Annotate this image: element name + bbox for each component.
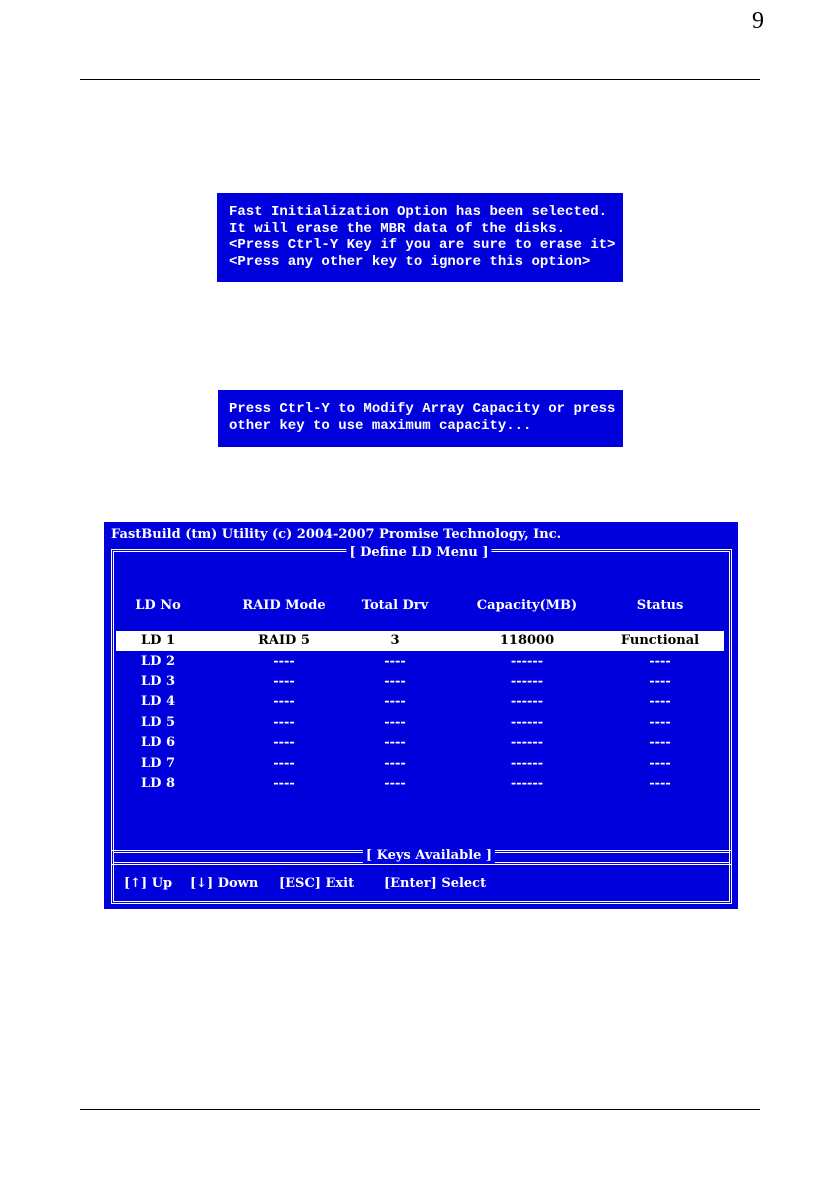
ld-number: LD 2 (141, 654, 175, 669)
status: Functional (620, 633, 700, 648)
status: ---- (649, 735, 671, 750)
capacity: 118000 (499, 633, 555, 648)
status: ---- (649, 694, 671, 709)
capacity: ------ (510, 756, 544, 771)
capacity: ------ (510, 654, 544, 669)
dialog-line: <Press Ctrl-Y Key if you are sure to erase it> (229, 237, 616, 253)
column-header-ld-no: LD No (135, 598, 181, 613)
raid-mode: ---- (273, 715, 295, 730)
raid-mode: ---- (273, 776, 295, 791)
total-drives: ---- (384, 756, 406, 771)
ld-row[interactable] (116, 692, 724, 712)
key-enter-select[interactable]: [Enter] Select (384, 876, 487, 891)
capacity-dialog (218, 390, 650, 447)
status: ---- (649, 654, 671, 669)
ld-row-selected[interactable] (116, 631, 724, 651)
ld-number: LD 8 (141, 776, 175, 791)
fastbuild-utility-screen (104, 522, 738, 909)
column-header-capacity: Capacity(MB) (476, 598, 578, 613)
dialog-line: <Press any other key to ignore this option> (229, 253, 591, 270)
define-ld-menu-title: [ Define LD Menu ] (346, 545, 491, 560)
dialog-line: Press Ctrl-Y to Modify Array Capacity or press any (229, 401, 650, 417)
raid-mode: ---- (273, 654, 295, 669)
total-drives: 3 (390, 633, 400, 648)
ld-row[interactable] (116, 713, 724, 733)
page-number: 9 (752, 8, 764, 34)
total-drives: ---- (384, 776, 406, 791)
keys-available-title: [ Keys Available ] (363, 848, 495, 863)
total-drives: ---- (384, 715, 406, 730)
capacity: ------ (510, 694, 544, 709)
capacity: ------ (510, 776, 544, 791)
total-drives: ---- (384, 654, 406, 669)
ld-number: LD 6 (141, 735, 175, 750)
raid-mode: ---- (273, 694, 295, 709)
key-esc-exit[interactable]: [ESC] Exit (279, 876, 355, 891)
fast-init-dialog (217, 193, 623, 282)
raid-mode: ---- (273, 756, 295, 771)
dialog-line: It will erase the MBR data of the disks. (229, 220, 566, 237)
column-header-total-drv: Total Drv (361, 598, 429, 613)
raid-mode: RAID 5 (258, 633, 310, 648)
ld-number: LD 1 (141, 633, 175, 648)
ld-row[interactable] (116, 733, 724, 753)
status: ---- (649, 715, 671, 730)
capacity: ------ (510, 674, 544, 689)
key-down[interactable]: [↓] Down (190, 876, 259, 891)
ld-number: LD 4 (141, 694, 175, 709)
ld-number: LD 7 (141, 756, 175, 771)
status: ---- (649, 674, 671, 689)
status: ---- (649, 776, 671, 791)
total-drives: ---- (384, 735, 406, 750)
ld-number: LD 3 (141, 674, 175, 689)
column-header-status: Status (636, 598, 684, 613)
status: ---- (649, 756, 671, 771)
ld-row[interactable] (116, 774, 724, 794)
ld-row[interactable] (116, 652, 724, 672)
capacity: ------ (510, 715, 544, 730)
header-rule (80, 79, 760, 80)
ld-row[interactable] (116, 754, 724, 774)
raid-mode: ---- (273, 674, 295, 689)
column-header-raid-mode: RAID Mode (242, 598, 326, 613)
dialog-line: other key to use maximum capacity... (229, 417, 532, 434)
total-drives: ---- (384, 674, 406, 689)
raid-mode: ---- (273, 735, 295, 750)
key-up[interactable]: [↑] Up (124, 876, 173, 891)
ld-number: LD 5 (141, 715, 175, 730)
capacity: ------ (510, 735, 544, 750)
ld-row[interactable] (116, 672, 724, 692)
total-drives: ---- (384, 694, 406, 709)
dialog-line: Fast Initialization Option has been selected. (229, 204, 608, 220)
utility-title: FastBuild (tm) Utility (c) 2004-2007 Promise Technology, Inc. (111, 527, 562, 542)
footer-rule (80, 1109, 760, 1110)
